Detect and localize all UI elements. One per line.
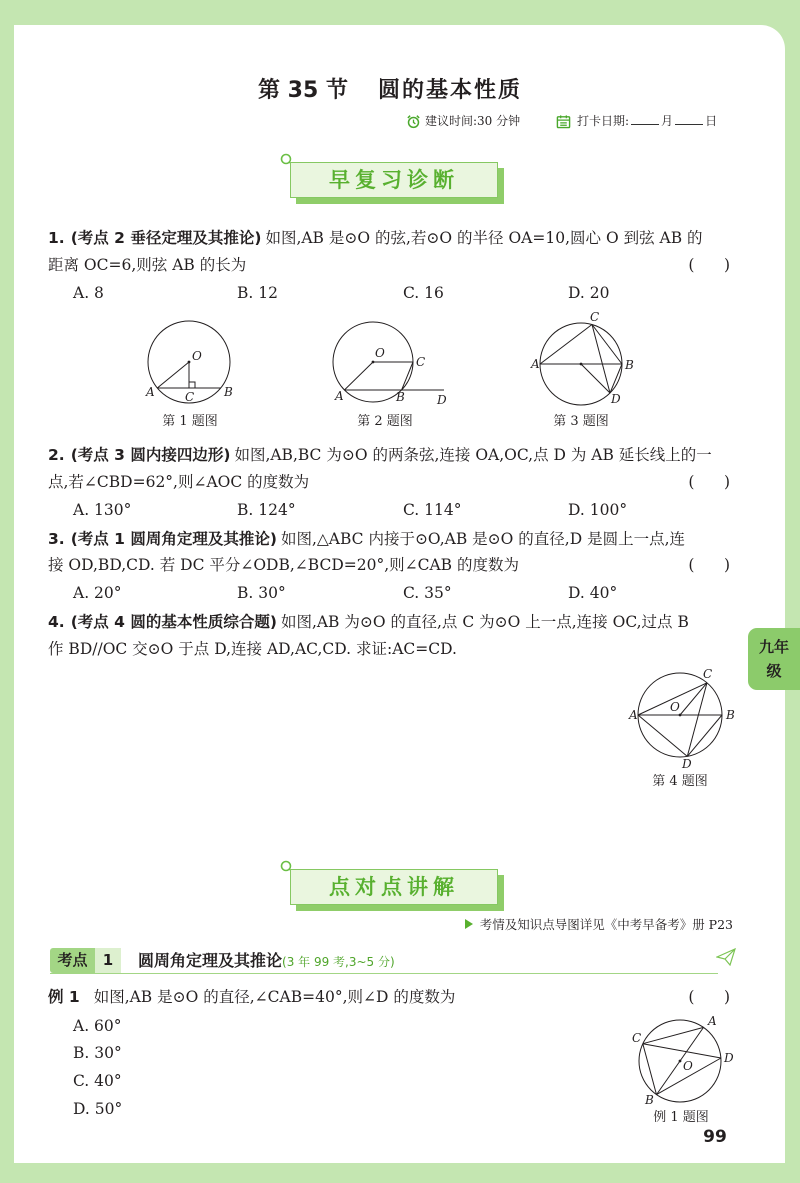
figure-3-caption: 第 3 题图 bbox=[553, 414, 609, 429]
section-title: 圆的基本性质 bbox=[377, 77, 522, 103]
figure-4-caption: 第 4 题图 bbox=[652, 774, 708, 789]
option-b: B. 30° bbox=[73, 1044, 122, 1062]
label-a: A bbox=[629, 708, 638, 722]
label-o: O bbox=[375, 346, 385, 360]
topic-title-text: 圆周角定理及其推论 bbox=[138, 951, 283, 970]
grade-tab-label: 九年级 bbox=[758, 638, 789, 680]
month-label: 月 bbox=[661, 114, 674, 128]
page-title bbox=[0, 71, 780, 105]
day-blank bbox=[675, 112, 703, 125]
label-a: A bbox=[146, 385, 155, 399]
banner-review: 早复习诊断 bbox=[290, 162, 498, 198]
question-1-line-1 bbox=[48, 227, 734, 249]
question-3-options bbox=[73, 582, 693, 604]
alarm-clock-icon bbox=[406, 114, 421, 129]
question-2-line-2 bbox=[48, 471, 734, 493]
figure-1-caption: 第 1 题图 bbox=[162, 414, 218, 429]
option-c: C. 114° bbox=[403, 501, 462, 519]
topic-badge: 考点 bbox=[50, 948, 95, 973]
play-arrow-icon bbox=[464, 918, 474, 930]
label-d: D bbox=[437, 393, 447, 407]
label-c: C bbox=[185, 390, 195, 404]
question-tag: (考点 2 垂径定理及其推论) bbox=[70, 229, 262, 247]
question-4-line-1 bbox=[48, 611, 734, 633]
reference-text: 考情及知识点导图详见《中考早备考》册 P23 bbox=[479, 917, 733, 932]
question-4-line-2 bbox=[48, 638, 734, 660]
label-d: D bbox=[682, 757, 692, 771]
topic-index: 1 bbox=[95, 948, 121, 973]
label-b: B bbox=[645, 1093, 654, 1107]
answer-bracket: ( ) bbox=[688, 256, 730, 274]
question-text: 接 OD,BD,CD. 若 DC 平分∠ODB,∠BCD=20°,则∠CAB 的度数为 bbox=[48, 556, 519, 574]
banner-lecture: 点对点讲解 bbox=[290, 869, 498, 905]
option-d: D. 100° bbox=[568, 501, 628, 519]
option-d: D. 50° bbox=[73, 1100, 123, 1118]
figure-2-caption: 第 2 题图 bbox=[357, 414, 413, 429]
option-d: D. 40° bbox=[568, 584, 618, 602]
date-label: 打卡日期: bbox=[577, 114, 630, 128]
question-number: 1. bbox=[48, 229, 65, 247]
label-o: O bbox=[192, 349, 202, 363]
option-b: B. 30° bbox=[237, 584, 286, 602]
answer-bracket: ( ) bbox=[688, 473, 730, 491]
question-text: 距离 OC=6,则弦 AB 的长为 bbox=[48, 256, 247, 274]
question-text: 如图,△ABC 内接于⊙O,AB 是⊙O 的直径,D 是圆上一点,连 bbox=[280, 530, 685, 548]
label-c: C bbox=[590, 310, 600, 324]
question-3-line-2 bbox=[48, 554, 734, 576]
example-text: 如图,AB 是⊙O 的直径,∠CAB=40°,则∠D 的度数为 bbox=[93, 988, 456, 1006]
option-a: A. 130° bbox=[73, 501, 132, 519]
option-a: A. 20° bbox=[73, 584, 122, 602]
reference-note bbox=[420, 915, 733, 935]
calendar-icon bbox=[556, 114, 571, 129]
question-1-line-2 bbox=[48, 254, 734, 276]
label-c: C bbox=[632, 1031, 642, 1045]
question-text: 如图,AB 为⊙O 的直径,点 C 为⊙O 上一点,连接 OC,过点 B bbox=[280, 613, 689, 631]
label-d: D bbox=[724, 1051, 734, 1065]
answer-bracket: ( ) bbox=[688, 988, 730, 1006]
month-blank bbox=[631, 112, 659, 125]
question-number: 2. bbox=[48, 446, 65, 464]
option-c: C. 35° bbox=[403, 584, 452, 602]
paper-plane-icon bbox=[716, 948, 736, 966]
topic-underline bbox=[50, 973, 718, 974]
suggested-time: 建议时间:30 分钟 bbox=[425, 114, 521, 128]
topic-title bbox=[138, 948, 395, 973]
option-d: D. 20 bbox=[568, 284, 610, 302]
label-b: B bbox=[224, 385, 233, 399]
question-2-options bbox=[73, 499, 693, 521]
label-o: O bbox=[670, 700, 680, 714]
example-label: 例 1 bbox=[48, 988, 80, 1006]
label-c: C bbox=[703, 667, 713, 681]
label-a: A bbox=[335, 389, 344, 403]
option-c: C. 40° bbox=[73, 1072, 122, 1090]
question-tag: (考点 3 圆内接四边形) bbox=[70, 446, 231, 464]
question-1-options bbox=[73, 282, 693, 304]
option-a: A. 8 bbox=[73, 284, 104, 302]
option-b: B. 124° bbox=[237, 501, 296, 519]
question-number: 3. bbox=[48, 530, 65, 548]
answer-bracket: ( ) bbox=[688, 556, 730, 574]
label-b: B bbox=[726, 708, 735, 722]
question-text: 如图,AB 是⊙O 的弦,若⊙O 的半径 OA=10,圆心 O 到弦 AB 的 bbox=[265, 229, 703, 247]
label-b: B bbox=[625, 358, 634, 372]
section-label: 第 35 节 bbox=[258, 77, 348, 103]
question-tag: (考点 4 圆的基本性质综合题) bbox=[70, 613, 277, 631]
label-d: D bbox=[611, 392, 621, 406]
question-text: 如图,AB,BC 为⊙O 的两条弦,连接 OA,OC,点 D 为 AB 延长线上的一 bbox=[234, 446, 712, 464]
question-number: 4. bbox=[48, 613, 65, 631]
option-a: A. 60° bbox=[73, 1017, 122, 1035]
label-o: O bbox=[683, 1059, 693, 1073]
question-tag: (考点 1 圆周角定理及其推论) bbox=[70, 530, 277, 548]
day-label: 日 bbox=[705, 114, 718, 128]
topic-note: (3 年 99 考,3~5 分) bbox=[282, 955, 395, 969]
option-c: C. 16 bbox=[403, 284, 444, 302]
question-text: 作 BD//OC 交⊙O 于点 D,连接 AD,AC,CD. 求证:AC=CD. bbox=[48, 640, 457, 658]
question-2-line-1 bbox=[48, 444, 734, 466]
page-number: 99 bbox=[703, 1127, 727, 1147]
option-b: B. 12 bbox=[237, 284, 278, 302]
label-b: B bbox=[396, 390, 405, 404]
check-in-date bbox=[577, 112, 717, 130]
grade-tab bbox=[748, 628, 800, 690]
label-a: A bbox=[531, 357, 540, 371]
label-c: C bbox=[416, 355, 426, 369]
example-1-question bbox=[48, 986, 734, 1008]
question-3-line-1 bbox=[48, 528, 734, 550]
example-figure-caption: 例 1 题图 bbox=[653, 1110, 709, 1125]
label-a: A bbox=[708, 1014, 717, 1028]
question-text: 点,若∠CBD=62°,则∠AOC 的度数为 bbox=[48, 473, 310, 491]
